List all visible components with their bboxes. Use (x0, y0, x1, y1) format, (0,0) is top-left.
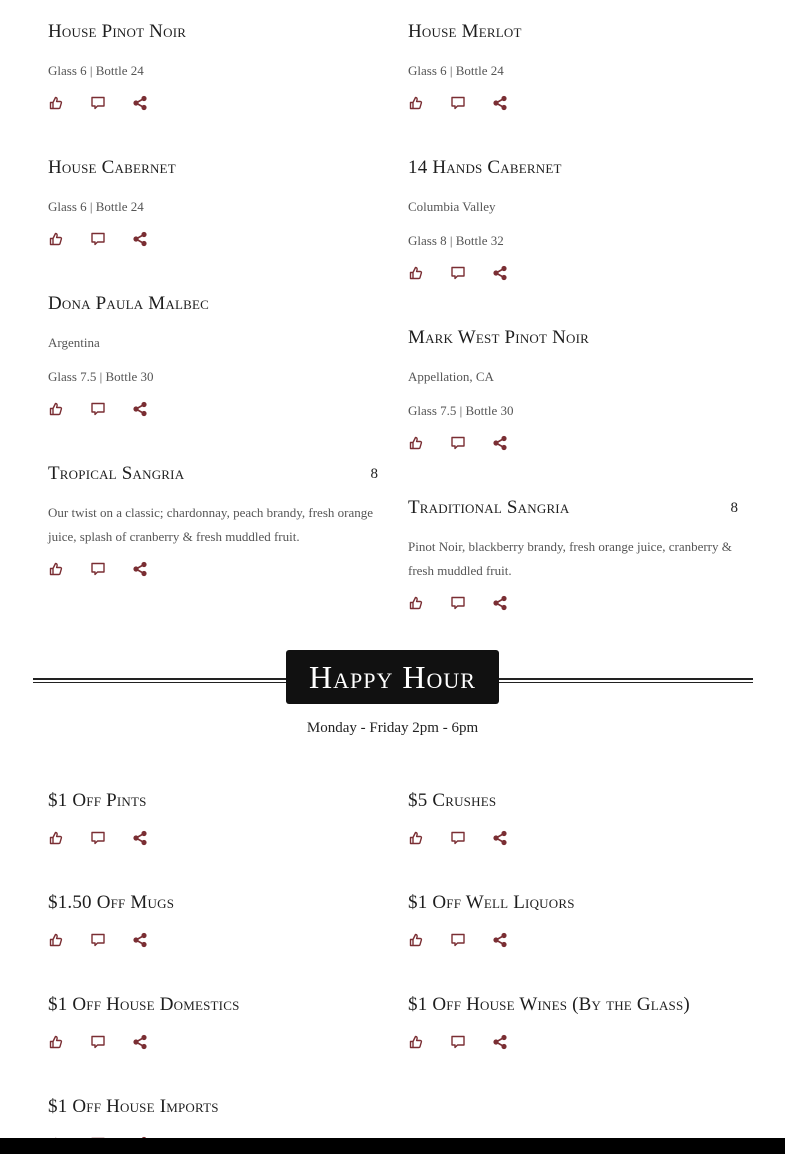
item-title: House Merlot (408, 21, 522, 42)
comment-icon[interactable] (450, 95, 466, 111)
item-detail: Glass 7.5 | Bottle 30 (48, 369, 154, 384)
item-detail: Glass 6 | Bottle 24 (408, 63, 504, 78)
share-icon[interactable] (132, 231, 148, 247)
item-title: $1 Off Well Liquors (408, 892, 575, 913)
item-actions (408, 435, 518, 451)
item-title: $5 Crushes (408, 790, 497, 811)
item-description: Our twist on a classic; chardonnay, peach brandy, fresh orange juice, splash of cranberry & fresh muddled fruit. (48, 505, 373, 544)
share-icon[interactable] (492, 932, 508, 948)
item-title: 14 Hands Cabernet (408, 157, 562, 178)
thumbs-up-icon[interactable] (408, 435, 424, 451)
share-icon[interactable] (492, 1034, 508, 1050)
item-title: $1 Off House Wines (By the Glass) (408, 994, 690, 1015)
thumbs-up-icon[interactable] (48, 932, 64, 948)
item-actions (408, 95, 518, 111)
item-actions (48, 932, 158, 948)
item-title: $1.50 Off Mugs (48, 892, 175, 913)
share-icon[interactable] (492, 95, 508, 111)
comment-icon[interactable] (450, 830, 466, 846)
thumbs-up-icon[interactable] (408, 1034, 424, 1050)
item-actions (408, 932, 518, 948)
comment-icon[interactable] (90, 231, 106, 247)
footer-bar (0, 1138, 785, 1154)
item-actions (408, 830, 518, 846)
thumbs-up-icon[interactable] (48, 231, 64, 247)
thumbs-up-icon[interactable] (408, 95, 424, 111)
thumbs-up-icon[interactable] (48, 95, 64, 111)
comment-icon[interactable] (450, 265, 466, 281)
item-title: Dona Paula Malbec (48, 293, 209, 314)
item-actions (408, 595, 518, 611)
item-title: House Cabernet (48, 157, 176, 178)
thumbs-up-icon[interactable] (408, 595, 424, 611)
thumbs-up-icon[interactable] (48, 830, 64, 846)
item-detail: Glass 6 | Bottle 24 (48, 199, 144, 214)
comment-icon[interactable] (450, 595, 466, 611)
item-actions (408, 1034, 518, 1050)
item-title: $1 Off House Imports (48, 1096, 219, 1117)
item-actions (48, 1034, 158, 1050)
thumbs-up-icon[interactable] (408, 932, 424, 948)
thumbs-up-icon[interactable] (48, 561, 64, 577)
item-title: $1 Off House Domestics (48, 994, 240, 1015)
item-actions (408, 265, 518, 281)
comment-icon[interactable] (90, 830, 106, 846)
comment-icon[interactable] (90, 401, 106, 417)
item-actions (48, 561, 158, 577)
comment-icon[interactable] (90, 1034, 106, 1050)
comment-icon[interactable] (450, 435, 466, 451)
section-divider (33, 650, 753, 706)
item-title: Mark West Pinot Noir (408, 327, 590, 348)
share-icon[interactable] (492, 595, 508, 611)
share-icon[interactable] (492, 435, 508, 451)
item-detail: Columbia Valley (408, 199, 496, 214)
comment-icon[interactable] (450, 1034, 466, 1050)
share-icon[interactable] (132, 561, 148, 577)
item-title: Traditional Sangria (408, 497, 570, 518)
comment-icon[interactable] (90, 932, 106, 948)
share-icon[interactable] (132, 401, 148, 417)
share-icon[interactable] (132, 932, 148, 948)
share-icon[interactable] (492, 265, 508, 281)
item-description: Pinot Noir, blackberry brandy, fresh orange juice, cranberry & fresh muddled fruit. (408, 539, 732, 578)
section-schedule: Monday - Friday 2pm - 6pm (306, 720, 479, 736)
item-price: 8 (730, 500, 738, 516)
item-actions (48, 401, 158, 417)
share-icon[interactable] (132, 95, 148, 111)
item-title: $1 Off Pints (48, 790, 147, 811)
item-title: Tropical Sangria (48, 463, 185, 484)
item-detail: Appellation, CA (408, 369, 494, 384)
section-heading: Happy Hour (286, 650, 499, 704)
item-actions (48, 231, 158, 247)
item-detail: Glass 6 | Bottle 24 (48, 63, 144, 78)
item-detail: Glass 7.5 | Bottle 30 (408, 403, 514, 418)
share-icon[interactable] (132, 1034, 148, 1050)
comment-icon[interactable] (90, 95, 106, 111)
item-detail: Argentina (48, 335, 100, 350)
share-icon[interactable] (492, 830, 508, 846)
item-actions (48, 830, 158, 846)
comment-icon[interactable] (450, 932, 466, 948)
item-title: House Pinot Noir (48, 21, 187, 42)
item-price: 8 (370, 466, 378, 482)
thumbs-up-icon[interactable] (408, 265, 424, 281)
thumbs-up-icon[interactable] (48, 401, 64, 417)
share-icon[interactable] (132, 830, 148, 846)
comment-icon[interactable] (90, 561, 106, 577)
thumbs-up-icon[interactable] (48, 1034, 64, 1050)
item-detail: Glass 8 | Bottle 32 (408, 233, 504, 248)
thumbs-up-icon[interactable] (408, 830, 424, 846)
item-actions (48, 95, 158, 111)
